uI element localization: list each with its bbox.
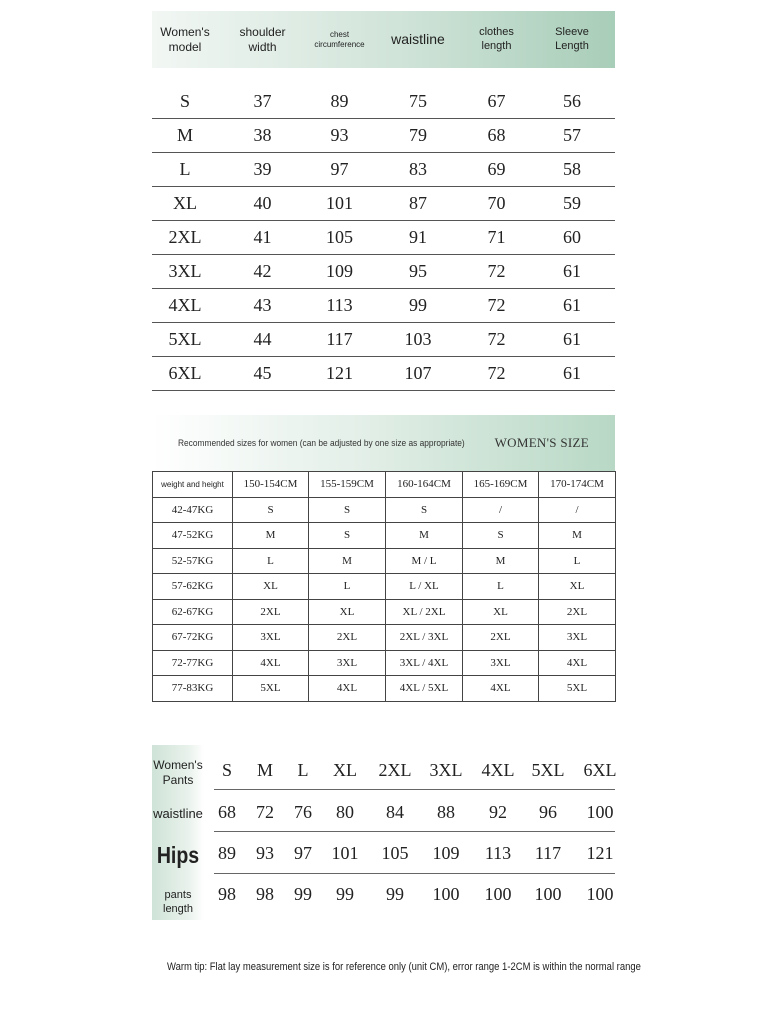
size-value: 107	[404, 363, 432, 383]
size-value: 42	[253, 261, 272, 281]
pants-value: 98	[256, 884, 274, 904]
pants-value: 100	[586, 802, 614, 822]
pants-size-label: M	[256, 760, 273, 780]
size-value: 72	[487, 261, 506, 281]
pants-value: 100	[586, 884, 614, 904]
size-value: 59	[563, 193, 581, 213]
size-row	[152, 357, 615, 391]
pants-value: 93	[256, 843, 274, 863]
size-value: 37	[253, 91, 272, 111]
pants-size-label: S	[221, 760, 232, 780]
recommended-size: 4XL	[539, 650, 616, 676]
pants-size-label: 6XL	[583, 760, 617, 780]
pants-value: 89	[218, 843, 236, 863]
recommended-size: M	[463, 548, 539, 574]
recommended-size: M	[386, 523, 463, 549]
recommended-size: 3XL	[309, 650, 386, 676]
size-value: 71	[487, 227, 506, 247]
size-value: 83	[409, 159, 427, 179]
size-value: 57	[563, 125, 581, 145]
size-row	[152, 221, 615, 255]
header-chest-circumference: chest circumference	[314, 29, 365, 49]
size-value: 41	[253, 227, 272, 247]
recommended-size: L	[539, 548, 616, 574]
pants-value: 99	[336, 884, 354, 904]
height-header: 165-169CM	[463, 472, 539, 498]
height-header: 170-174CM	[539, 472, 616, 498]
recommend-header-row	[153, 472, 616, 498]
recommended-size: 4XL / 5XL	[386, 676, 463, 702]
size-row	[152, 85, 615, 119]
size-label: L	[179, 159, 191, 179]
pants-label-waistline: waistline	[153, 806, 203, 821]
size-value: 103	[404, 329, 432, 349]
header-clothes-length: clothes length	[479, 25, 514, 52]
pants-label-hips: Hips	[156, 842, 200, 868]
size-value: 105	[326, 227, 353, 247]
recommend-row	[153, 599, 616, 625]
pants-value: 100	[534, 884, 562, 904]
size-value: 56	[563, 91, 581, 111]
header-waistline: waistline	[391, 30, 445, 47]
size-label: 6XL	[168, 363, 202, 383]
size-value: 117	[326, 329, 353, 349]
pants-value: 88	[437, 802, 455, 822]
size-value: 61	[563, 363, 581, 383]
size-value: 39	[253, 159, 272, 179]
recommended-size: M / L	[386, 548, 463, 574]
weight-range: 67-72KG	[153, 625, 233, 651]
size-value: 109	[326, 261, 353, 281]
recommended-size: 4XL	[463, 676, 539, 702]
size-value: 45	[253, 363, 272, 383]
recommended-size: XL	[233, 574, 309, 600]
recommended-size: M	[233, 523, 309, 549]
pants-value: 99	[294, 884, 312, 904]
header-shoulder-width: shoulder width	[239, 24, 286, 54]
pants-size-label: 3XL	[429, 760, 463, 780]
size-value: 72	[487, 329, 506, 349]
size-label: 5XL	[168, 329, 202, 349]
recommended-size-chart	[152, 415, 615, 702]
weight-range: 52-57KG	[153, 548, 233, 574]
pants-size-label: 4XL	[481, 760, 515, 780]
recommended-size: S	[309, 523, 386, 549]
size-value: 38	[253, 125, 272, 145]
recommend-row	[153, 523, 616, 549]
recommended-size: M	[309, 548, 386, 574]
size-value: 75	[409, 91, 427, 111]
header-womens-model: Women's model	[160, 24, 210, 54]
womens-pants-chart	[152, 745, 615, 920]
weight-range: 57-62KG	[153, 574, 233, 600]
weight-range: 47-52KG	[153, 523, 233, 549]
pants-value: 109	[432, 843, 460, 863]
weight-range: 42-47KG	[153, 497, 233, 523]
pants-value: 96	[539, 802, 557, 822]
recommended-size: 3XL	[233, 625, 309, 651]
size-value: 93	[330, 125, 349, 145]
pants-value: 84	[386, 802, 404, 822]
size-chart-rows	[152, 85, 615, 391]
recommended-size: S	[386, 497, 463, 523]
recommend-row	[153, 574, 616, 600]
weight-height-corner: weight and height	[153, 472, 233, 498]
size-row	[152, 153, 615, 187]
recommended-size: /	[539, 497, 616, 523]
recommended-size: 2XL	[233, 599, 309, 625]
size-value: 44	[253, 329, 272, 349]
recommended-size: L	[463, 574, 539, 600]
pants-divider	[214, 873, 615, 874]
recommend-row	[153, 650, 616, 676]
womens-size-chart	[152, 11, 615, 391]
recommend-row	[153, 676, 616, 702]
height-header: 155-159CM	[309, 472, 386, 498]
size-value: 67	[487, 91, 506, 111]
womens-size-title: WOMEN'S SIZE	[494, 435, 589, 450]
recommend-note: Recommended sizes for women (can be adjusted by one size as appropriate)	[178, 438, 465, 449]
recommended-size: 2XL	[539, 599, 616, 625]
size-row	[152, 323, 615, 357]
size-value: 113	[326, 295, 353, 315]
pants-divider	[214, 831, 615, 832]
recommended-size: 5XL	[233, 676, 309, 702]
recommend-table	[152, 471, 616, 702]
size-value: 72	[487, 295, 506, 315]
size-value: 79	[409, 125, 427, 145]
size-value: 95	[409, 261, 427, 281]
size-value: 61	[563, 295, 581, 315]
recommended-size: XL	[539, 574, 616, 600]
pants-size-label: 2XL	[378, 760, 412, 780]
size-value: 40	[253, 193, 272, 213]
pants-size-label: 5XL	[531, 760, 565, 780]
recommended-size: XL	[463, 599, 539, 625]
height-header: 150-154CM	[233, 472, 309, 498]
recommended-size: S	[463, 523, 539, 549]
recommend-banner	[152, 415, 615, 471]
pants-value: 99	[386, 884, 404, 904]
recommended-size: L	[309, 574, 386, 600]
pants-value: 72	[256, 802, 274, 822]
pants-value: 117	[534, 843, 562, 863]
pants-label-pants-length: pants length	[163, 889, 193, 915]
size-label: 2XL	[168, 227, 202, 247]
size-value: 89	[330, 91, 349, 111]
size-label: M	[176, 125, 193, 145]
pants-divider	[214, 789, 615, 790]
recommend-row	[153, 625, 616, 651]
pants-value: 97	[294, 843, 312, 863]
recommended-size: S	[233, 497, 309, 523]
pants-size-label: XL	[333, 760, 357, 780]
pants-label-womens-pants: Women's Pants	[153, 758, 203, 787]
size-row	[152, 119, 615, 153]
recommended-size: L / XL	[386, 574, 463, 600]
pants-value: 80	[336, 802, 354, 822]
pants-value: 76	[294, 802, 312, 822]
pants-value: 105	[381, 843, 409, 863]
recommend-row	[153, 548, 616, 574]
height-header: 160-164CM	[386, 472, 463, 498]
size-row	[152, 289, 615, 323]
recommended-size: S	[309, 497, 386, 523]
size-chart-header	[152, 11, 615, 68]
size-label: 4XL	[168, 295, 202, 315]
size-value: 43	[253, 295, 272, 315]
size-value: 87	[409, 193, 427, 213]
size-value: 68	[487, 125, 506, 145]
size-value: 61	[563, 329, 581, 349]
recommend-row	[153, 497, 616, 523]
weight-range: 77-83KG	[153, 676, 233, 702]
pants-value: 92	[489, 802, 507, 822]
recommended-size: M	[539, 523, 616, 549]
pants-value: 121	[586, 843, 614, 863]
size-value: 70	[487, 193, 506, 213]
size-label: 3XL	[168, 261, 202, 281]
weight-range: 62-67KG	[153, 599, 233, 625]
warm-tip: Warm tip: Flat lay measurement size is for reference only (unit CM), error range 1-2CM is within the normal range	[167, 961, 641, 973]
recommended-size: 2XL / 3XL	[386, 625, 463, 651]
size-value: 61	[563, 261, 581, 281]
recommended-size: /	[463, 497, 539, 523]
size-label: XL	[173, 193, 197, 213]
recommended-size: 3XL / 4XL	[386, 650, 463, 676]
pants-value: 68	[218, 802, 236, 822]
size-value: 97	[330, 159, 349, 179]
header-sleeve-length: Sleeve Length	[555, 25, 589, 52]
size-value: 99	[409, 295, 427, 315]
recommended-size: 2XL	[309, 625, 386, 651]
recommended-size: XL	[309, 599, 386, 625]
size-value: 69	[487, 159, 506, 179]
recommended-size: 3XL	[463, 650, 539, 676]
pants-value: 98	[218, 884, 236, 904]
recommended-size: 2XL	[463, 625, 539, 651]
recommended-size: 4XL	[309, 676, 386, 702]
pants-size-label: L	[297, 760, 309, 780]
recommended-size: 3XL	[539, 625, 616, 651]
pants-value: 113	[484, 843, 512, 863]
size-value: 91	[409, 227, 427, 247]
recommended-size: XL / 2XL	[386, 599, 463, 625]
size-value: 58	[563, 159, 581, 179]
recommended-size: L	[233, 548, 309, 574]
size-value: 60	[563, 227, 581, 247]
size-row	[152, 255, 615, 289]
size-label: S	[179, 91, 190, 111]
size-value: 121	[326, 363, 353, 383]
size-value: 72	[487, 363, 506, 383]
pants-value: 100	[484, 884, 512, 904]
size-value: 101	[326, 193, 353, 213]
pants-value: 101	[331, 843, 359, 863]
recommended-size: 5XL	[539, 676, 616, 702]
weight-range: 72-77KG	[153, 650, 233, 676]
recommended-size: 4XL	[233, 650, 309, 676]
size-row	[152, 187, 615, 221]
pants-value: 100	[432, 884, 460, 904]
